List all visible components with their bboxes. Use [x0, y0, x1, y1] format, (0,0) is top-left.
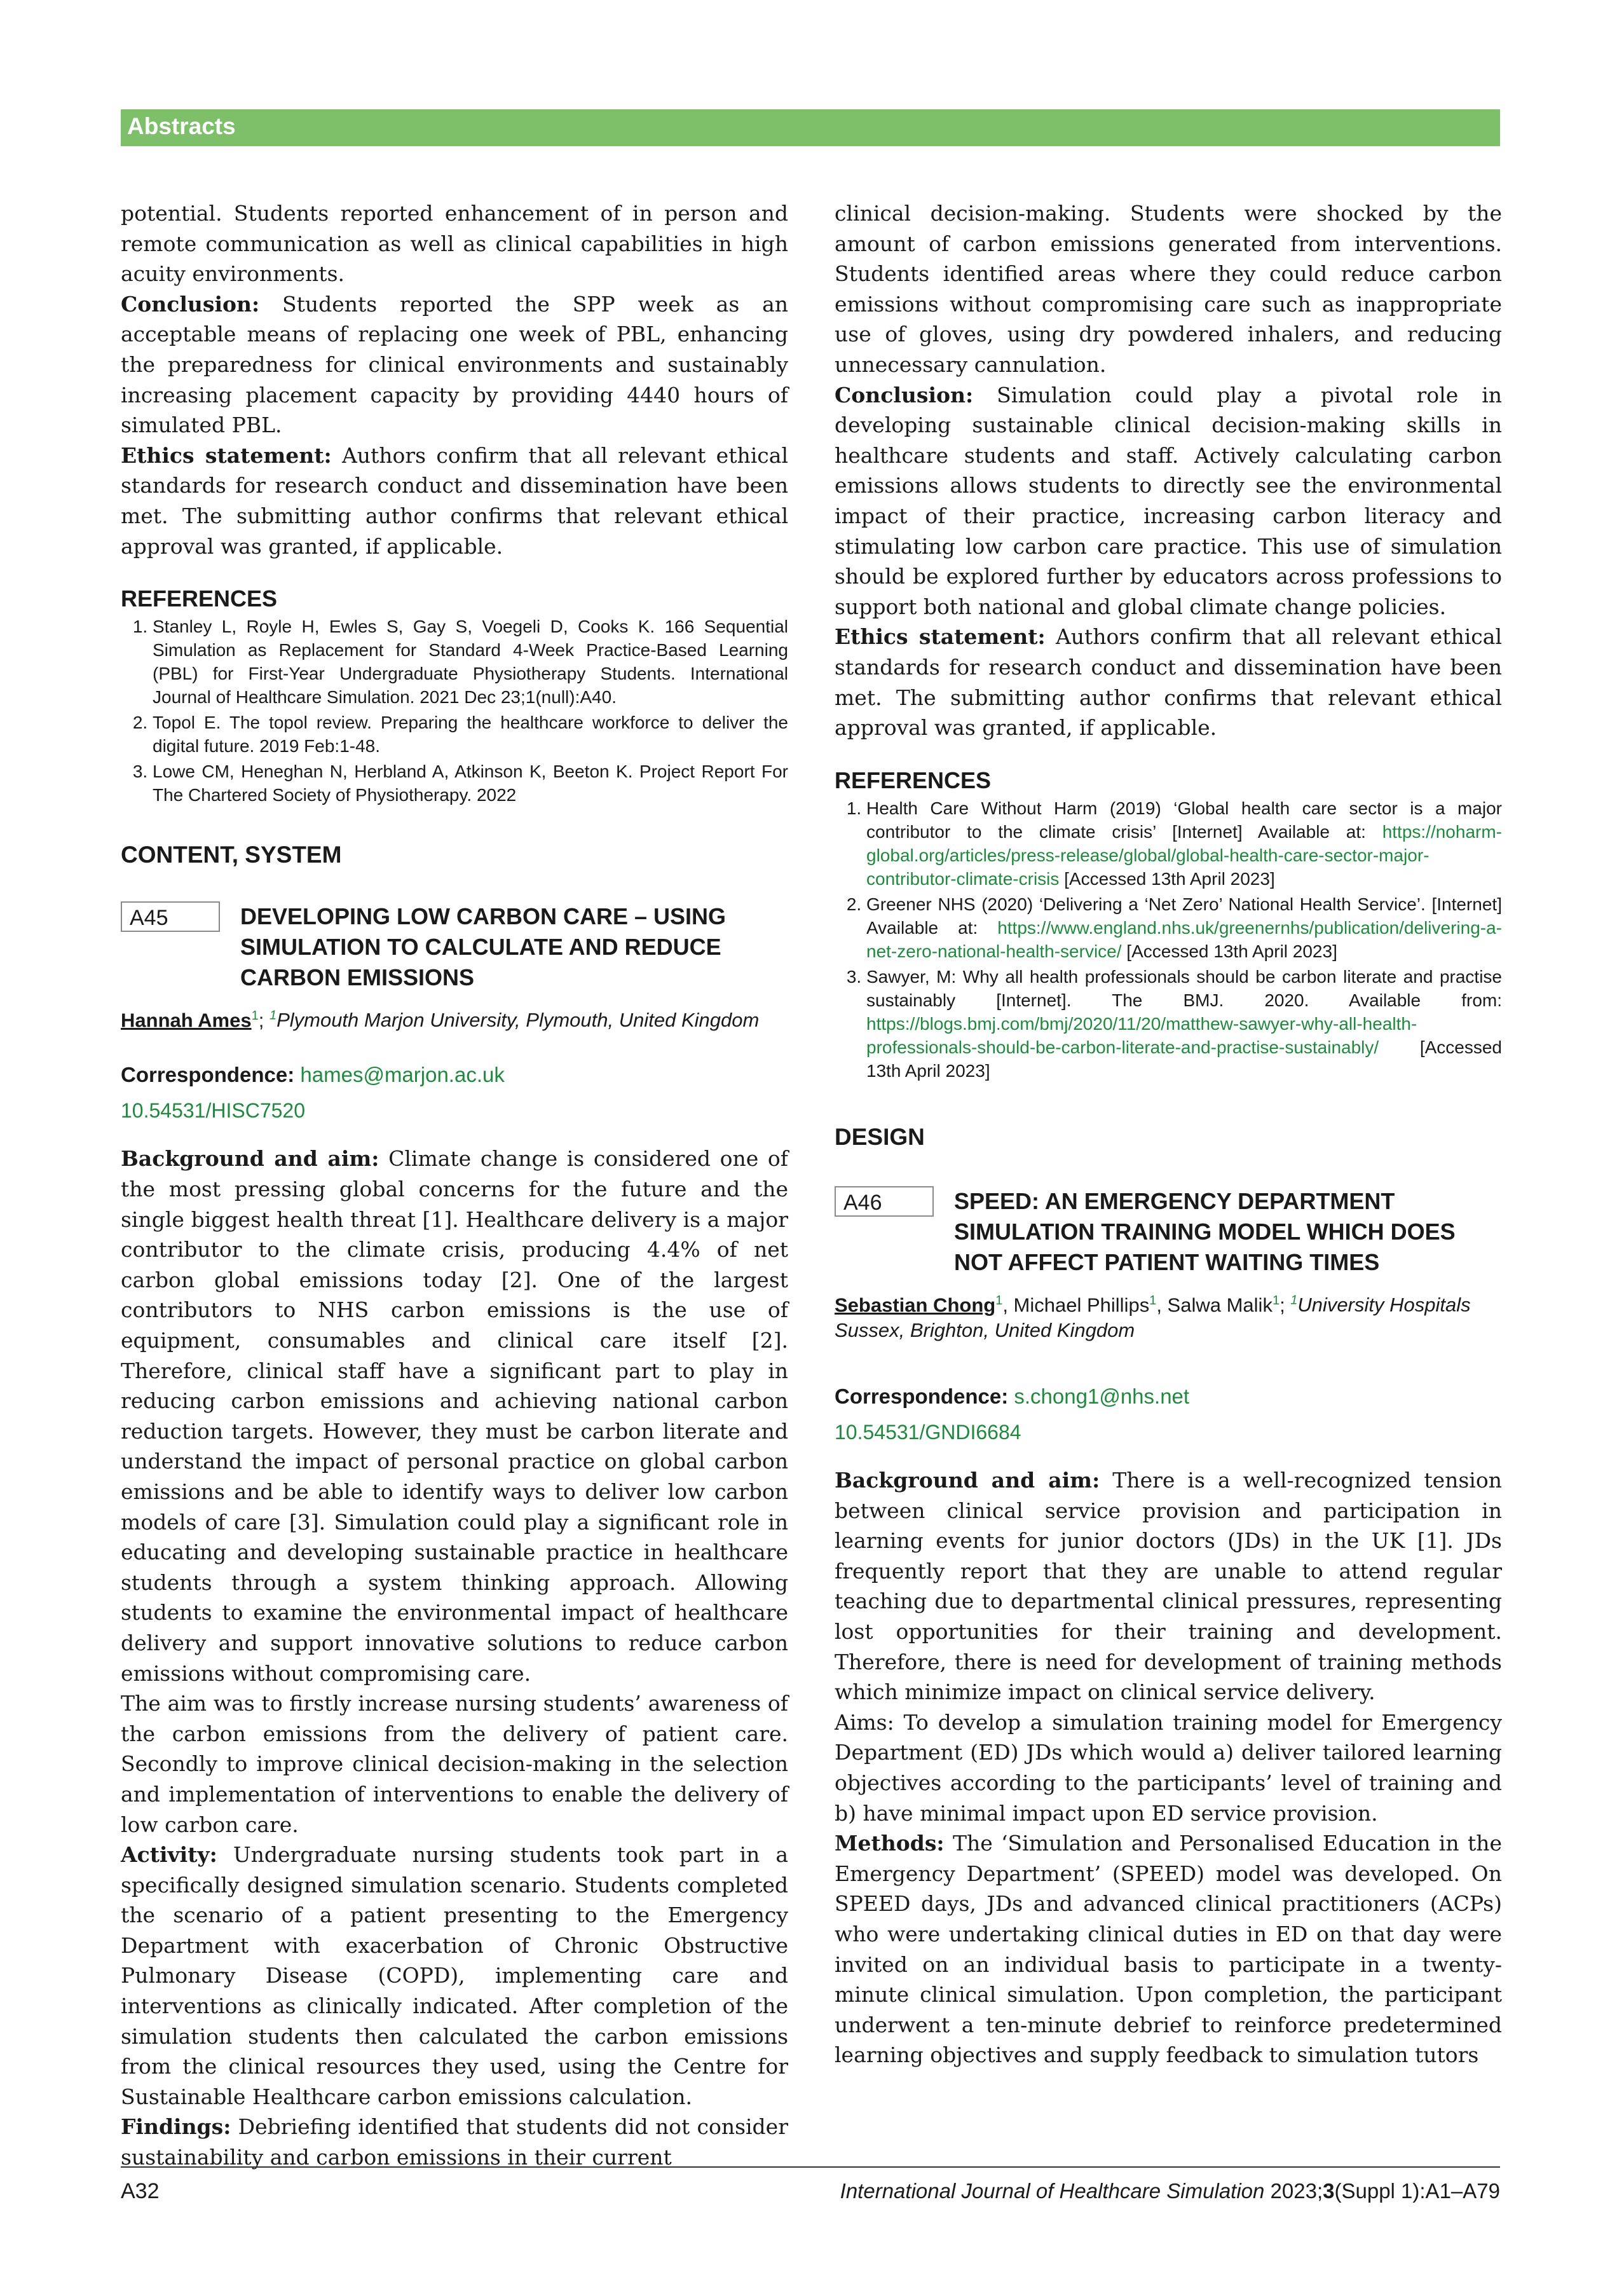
author-sup: 1	[1149, 1293, 1157, 1308]
correspondence-label: Correspondence:	[121, 1063, 295, 1087]
left-column	[121, 198, 788, 2173]
references-heading: REFERENCES	[121, 585, 278, 612]
reference-item: 1. Stanley L, Royle H, Ewles S, Gay S, Voegeli D, Cooks K. 166 Sequential Simulation as Replacement for Standard 4-Week Practice-Based Learning (PBL) for First-Year Undergraduate Physiotherapy Students. International Journal of Healthcare Simulation. 2021 Dec 23;1(null):A40.	[153, 615, 788, 709]
references-list	[835, 797, 1502, 1083]
affiliation-sup: 1	[269, 1009, 277, 1023]
affiliation-sup: 1	[1290, 1293, 1298, 1308]
author-sup: 1	[251, 1009, 259, 1023]
abstract-id: A46	[835, 1186, 934, 1217]
reference-link[interactable]: https://noharm-global.org/articles/press-release/global/global-health-care-sector-major-contributor-climate-crisis	[866, 821, 1502, 889]
doi-link[interactable]: 10.54531/HISC7520	[121, 1099, 305, 1123]
ethics-paragraph	[835, 622, 1502, 742]
author-line	[121, 1003, 788, 1033]
activity-paragraph	[121, 1840, 788, 2112]
continued-paragraph: clinical decision-making. Students were shocked by the amount of carbon emissions generated from interventions. Students identified areas where they could reduce carbon emissions without compromising care such as inappropriate use of gloves, using dry powdered inhalers, and reducing unnecessary cannulation.	[835, 201, 1502, 377]
reference-text: Health Care Without Harm (2019) ‘Global health care sector is a major contributor to the climate crisis’ [Internet] Available at:	[866, 798, 1502, 842]
conclusion-text: Students reported the SPP week as an acceptable means of replacing one week of PBL, enhancing the preparedness for clinical environments and sustainably increasing placement capacity by providing 4440 hours of simulated PBL.	[121, 291, 788, 438]
correspondence-email-link[interactable]: s.chong1@nhs.net	[1014, 1385, 1190, 1409]
section-heading: DESIGN	[835, 1123, 925, 1150]
correspondence-label: Correspondence:	[835, 1385, 1009, 1409]
journal-name: International Journal of Healthcare Simulation	[840, 2179, 1265, 2203]
reference-link[interactable]: https://www.england.nhs.uk/greenernhs/publication/delivering-a-net-zero-national-health-service/	[866, 917, 1502, 961]
author-sup: 1	[995, 1293, 1003, 1308]
ethics-text: Authors confirm that all relevant ethical standards for research conduct and dissemination have been met. The submitting author confirms that relevant ethical approval was granted, if applicable.	[121, 442, 788, 559]
reference-link[interactable]: https://blogs.bmj.com/bmj/2020/11/20/matthew-sawyer-why-all-health-professionals-should-be-carbon-literate-and-practise-sustainably/	[866, 1013, 1417, 1057]
methods-text: The ‘Simulation and Personalised Education in the Emergency Department’ (SPEED) model was developed. On SPEED days, JDs and advanced clinical practitioners (ACPs) who were undertaking clinical duties in ED on that day were invited on an individual basis to participate in a twenty-minute clinical simulation. Upon completion, the participant underwent a ten-minute debrief to reinforce predetermined learning objectives and supply feedback to simulation tutors	[835, 1831, 1502, 2068]
reference-tail: [Accessed 13th April 2023]	[866, 1037, 1502, 1081]
section-label: Abstracts	[127, 113, 236, 139]
reference-item	[866, 797, 1502, 891]
methods-label: Methods:	[835, 1831, 945, 1856]
background-label: Background and aim:	[835, 1468, 1100, 1493]
aim-paragraph: The aim was to firstly increase nursing students’ awareness of the carbon emissions from the delivery of patient care. Secondly to improve clinical decision-making in the selection and implementation of interventions to enable the delivery of low carbon care.	[121, 1691, 788, 1837]
affiliation: Plymouth Marjon University, Plymouth, United Kingdom	[276, 1009, 760, 1032]
references-heading: REFERENCES	[835, 767, 992, 793]
reference-tail: [Accessed 13th April 2023]	[1121, 941, 1337, 961]
findings-paragraph	[121, 2112, 788, 2172]
abstract-id: A45	[121, 901, 220, 932]
footer-rule	[121, 2166, 1500, 2168]
conclusion-paragraph	[121, 289, 788, 441]
author-separator: ;	[258, 1009, 270, 1032]
reference-item: 2. Topol E. The topol review. Preparing the healthcare workforce to deliver the digital future. 2019 Feb:1-48.	[153, 711, 788, 758]
reference-text: Sawyer, M: Why all health professionals should be carbon literate and practise sustainably [Internet]. The BMJ. 2020. Available from:	[866, 966, 1502, 1010]
page-number: A32	[121, 2179, 160, 2203]
aims-paragraph: Aims: To develop a simulation training model for Emergency Department (ED) JDs which would a) deliver tailored learning objectives according to the participants’ level of training and b) have minimal impact upon ED service provision.	[835, 1709, 1502, 1826]
abstract-title: DEVELOPING LOW CARBON CARE – USING SIMULATION TO CALCULATE AND REDUCE CARBON EMISSIONS	[240, 903, 727, 991]
conclusion-text: Simulation could play a pivotal role in developing sustainable clinical decision-making skills in healthcare students and staff. Actively calculating carbon emissions allows students to directly see the environmental impact of their practice, increasing carbon literacy and stimulating low carbon care practice. This use of simulation should be explored further by educators across professions to support both national and global climate change policies.	[835, 382, 1502, 619]
author-name: , Salwa Malik	[1156, 1294, 1273, 1316]
correspondence-email-link[interactable]: hames@marjon.ac.uk	[300, 1063, 505, 1087]
findings-label: Findings:	[121, 2114, 231, 2140]
author-name[interactable]: Hannah Ames	[121, 1009, 252, 1032]
journal-year: 2023;	[1264, 2179, 1323, 2203]
section-banner	[121, 109, 1500, 146]
correspondence-line	[121, 1061, 788, 1089]
conclusion-label: Conclusion:	[121, 291, 260, 317]
background-paragraph	[835, 1465, 1502, 1707]
author-sup: 1	[1272, 1293, 1280, 1308]
background-label: Background and aim:	[121, 1146, 379, 1172]
journal-issue: (Suppl 1):A1–A79	[1334, 2179, 1500, 2203]
findings-text: Debriefing identified that students did not consider sustainability and carbon emissions in their current	[121, 2114, 788, 2170]
activity-label: Activity:	[121, 1842, 217, 1868]
conclusion-paragraph	[835, 380, 1502, 622]
references-list	[121, 615, 788, 807]
author-line	[835, 1288, 1502, 1343]
methods-paragraph	[835, 1828, 1502, 2070]
author-name: , Michael Phillips	[1002, 1294, 1150, 1316]
background-text: Climate change is considered one of the most pressing global concerns for the future and the single biggest health threat [1]. Healthcare delivery is a major contributor to the climate crisis, producing 4.4% of net carbon global emissions today [2]. One of the largest contributors to NHS carbon emissions is the use of equipment, consumables and clinical care itself [2]. Therefore, clinical staff have a significant part to play in reducing carbon emissions and achieving national carbon reduction targets. However, they must be carbon literate and understand the impact of personal practice on global carbon emissions and be able to identify ways to deliver low carbon models of care [3]. Simulation could play a significant role in educating and developing sustainable practice in healthcare students through a system thinking approach. Allowing students to examine the environmental impact of healthcare delivery and support innovative solutions to reduce carbon emissions without compromising care.	[121, 1146, 788, 1686]
background-paragraph	[121, 1144, 788, 1688]
correspondence-line	[835, 1383, 1502, 1411]
reference-item: 3. Lowe CM, Heneghan N, Herbland A, Atkinson K, Beeton K. Project Report For The Chartered Society of Physiotherapy. 2022	[153, 760, 788, 807]
affiliation: University Hospitals Sussex, Brighton, United Kingdom	[835, 1294, 1471, 1342]
reference-item	[866, 892, 1502, 963]
conclusion-label: Conclusion:	[835, 382, 974, 407]
activity-text: Undergraduate nursing students took part in a specifically designed simulation scenario. Students completed the scenario of a patient presenting to the Emergency Department with exacerbation of Chronic Obstructive Pulmonary Disease (COPD), implementing care and interventions as clinically indicated. After completion of the simulation students then calculated the carbon emissions from the clinical resources they used, using the Centre for Sustainable Healthcare carbon emissions calculation.	[121, 1842, 788, 2109]
section-heading: CONTENT, SYSTEM	[121, 842, 342, 868]
author-separator: ;	[1279, 1294, 1291, 1316]
continued-paragraph: potential. Students reported enhancement of in person and remote communication as well as clinical capabilities in high acuity environments.	[121, 201, 788, 287]
author-name[interactable]: Sebastian Chong	[835, 1294, 996, 1316]
abstract-title: SPEED: AN EMERGENCY DEPARTMENT SIMULATION TRAINING MODEL WHICH DOES NOT AFFECT PATIENT WAITING TIMES	[954, 1187, 1456, 1275]
abstract-header	[835, 1186, 1502, 1288]
ethics-paragraph	[121, 441, 788, 561]
background-text: There is a well-recognized tension between clinical service provision and participation in learning events for junior doctors (JDs) in the UK [1]. JDs frequently report that they are unable to attend regular teaching due to departmental clinical pressures, representing lost opportunities for their training and development. Therefore, there is need for development of training methods which minimize impact on clinical service delivery.	[835, 1468, 1502, 1705]
reference-item	[866, 965, 1502, 1083]
ethics-label: Ethics statement:	[835, 624, 1046, 650]
journal-volume: 3	[1323, 2179, 1335, 2203]
journal-citation	[840, 2179, 1500, 2203]
ethics-label: Ethics statement:	[121, 442, 332, 468]
ethics-text: Authors confirm that all relevant ethical standards for research conduct and dissemination have been met. The submitting author confirms that relevant ethical approval was granted, if applicable.	[835, 624, 1502, 741]
doi-link[interactable]: 10.54531/GNDI6684	[835, 1421, 1021, 1444]
reference-text: Greener NHS (2020) ‘Delivering a ‘Net Zero’ National Health Service’. [Internet] Available at:	[866, 894, 1502, 938]
reference-tail: [Accessed 13th April 2023]	[1059, 868, 1275, 889]
right-column	[835, 198, 1502, 2070]
abstract-header	[121, 901, 788, 1003]
